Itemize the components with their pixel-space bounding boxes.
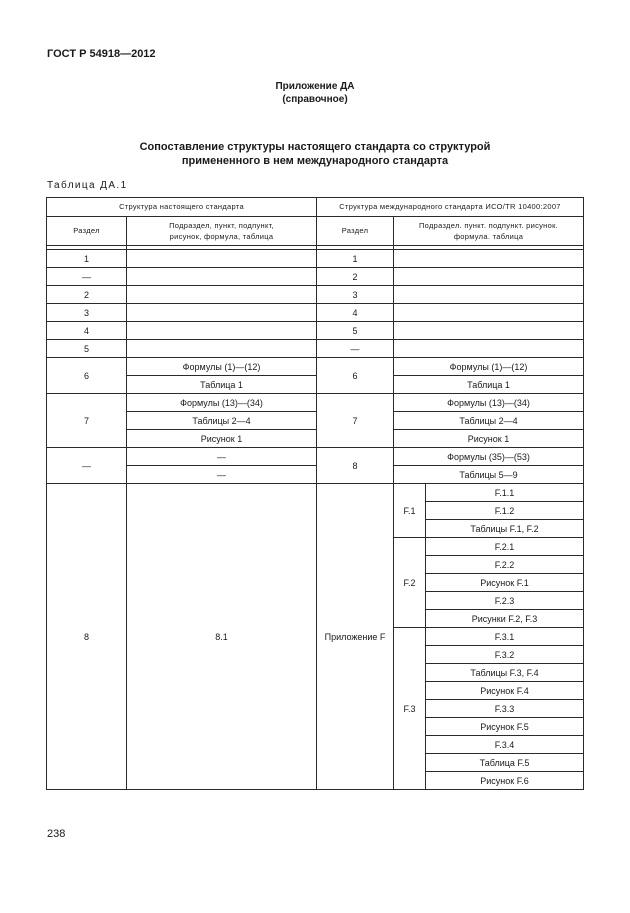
- table-row: [47, 304, 584, 322]
- table-row: [47, 340, 584, 358]
- cell-item-right: Таблица F.5: [426, 754, 584, 772]
- comparison-table: [46, 197, 584, 790]
- table-row: [47, 358, 584, 376]
- cell-empty: [394, 250, 584, 268]
- table-row: [47, 322, 584, 340]
- cell-empty: [394, 340, 584, 358]
- cell-item-left: —: [127, 466, 317, 484]
- cell-section-left: 3: [47, 304, 127, 322]
- table-row: [47, 430, 584, 448]
- col-header-section-right: Раздел: [317, 217, 394, 246]
- cell-item-right: Рисунок F.4: [426, 682, 584, 700]
- cell-item-right: F.3.4: [426, 736, 584, 754]
- cell-section-right: 4: [317, 304, 394, 322]
- cell-section-left: —: [47, 268, 127, 286]
- table-row: [47, 250, 584, 268]
- standard-header: ГОСТ Р 54918—2012: [47, 48, 156, 60]
- cell-item-right: Рисунок 1: [394, 430, 584, 448]
- table-row: [47, 286, 584, 304]
- cell-item-right: F.3.2: [426, 646, 584, 664]
- cell-item-right: Таблица 1: [394, 376, 584, 394]
- cell-section-right: 5: [317, 322, 394, 340]
- appendix-subtitle: (справочное): [282, 94, 348, 105]
- cell-item-left: Рисунок 1: [127, 430, 317, 448]
- cell-empty: [394, 268, 584, 286]
- cell-section-left: 5: [47, 340, 127, 358]
- table-label: Таблица ДА.1: [47, 180, 128, 191]
- cell-empty: [127, 304, 317, 322]
- cell-subsection-f3: F.3: [394, 628, 426, 790]
- cell-item-right: Формулы (13)—(34): [394, 394, 584, 412]
- cell-subsection-f1: F.1: [394, 484, 426, 538]
- cell-section-left: 8: [47, 484, 127, 790]
- cell-empty: [127, 340, 317, 358]
- table-row: [47, 268, 584, 286]
- cell-section-left: —: [47, 448, 127, 484]
- cell-item-right: F.3.1: [426, 628, 584, 646]
- table-row: [47, 466, 584, 484]
- cell-item-right: F.2.2: [426, 556, 584, 574]
- cell-item-right: F.1.2: [426, 502, 584, 520]
- cell-item-right: Таблицы F.3, F.4: [426, 664, 584, 682]
- cell-item-right: Формулы (35)—(53): [394, 448, 584, 466]
- table-row: [47, 484, 584, 502]
- col-header-section-left: Раздел: [47, 217, 127, 246]
- cell-item-right: F.3.3: [426, 700, 584, 718]
- cell-empty: [127, 322, 317, 340]
- column-header-row: [47, 217, 584, 246]
- cell-section-left: 2: [47, 286, 127, 304]
- cell-item-right: Рисунок F.5: [426, 718, 584, 736]
- cell-section-left: 7: [47, 394, 127, 448]
- cell-item-left: 8.1: [127, 484, 317, 790]
- cell-empty: [127, 250, 317, 268]
- cell-empty: [127, 268, 317, 286]
- cell-section-right: 6: [317, 358, 394, 394]
- cell-section-left: 4: [47, 322, 127, 340]
- cell-item-right: Таблицы 2—4: [394, 412, 584, 430]
- table-row: [47, 376, 584, 394]
- col-header-subsection-left: Подраздел, пункт, подпункт, рисунок, формула, таблица: [127, 217, 317, 246]
- cell-section-right: 1: [317, 250, 394, 268]
- cell-section-right: 8: [317, 448, 394, 484]
- cell-item-left: Формулы (13)—(34): [127, 394, 317, 412]
- cell-item-right: Формулы (1)—(12): [394, 358, 584, 376]
- cell-item-right: Рисунок F.1: [426, 574, 584, 592]
- cell-item-left: Формулы (1)—(12): [127, 358, 317, 376]
- cell-empty: [394, 286, 584, 304]
- group-header-national: Структура настоящего стандарта: [47, 198, 317, 217]
- cell-appendix-f: Приложение F: [317, 484, 394, 790]
- cell-item-right: Рисунок F.6: [426, 772, 584, 790]
- cell-item-right: F.2.1: [426, 538, 584, 556]
- table-row: [47, 412, 584, 430]
- cell-item-right: Таблицы F.1, F.2: [426, 520, 584, 538]
- cell-section-right: 3: [317, 286, 394, 304]
- cell-subsection-f2: F.2: [394, 538, 426, 628]
- document-title: [0, 140, 630, 168]
- title-line-2: примененного в нем международного стандарта: [181, 155, 449, 167]
- cell-section-left: 1: [47, 250, 127, 268]
- cell-item-right: Таблицы 5—9: [394, 466, 584, 484]
- table-row: [47, 394, 584, 412]
- appendix-heading: [0, 80, 630, 106]
- cell-empty: [127, 286, 317, 304]
- cell-item-left: Таблицы 2—4: [127, 412, 317, 430]
- cell-item-right: Рисунки F.2, F.3: [426, 610, 584, 628]
- group-header-international: Структура международного стандарта ИСО/TR 10400:2007: [317, 198, 584, 217]
- group-header-row: [47, 198, 584, 217]
- col-header-subsection-right: Подраздел. пункт. подпункт. рисунок. формула. таблица: [394, 217, 584, 246]
- cell-empty: [394, 304, 584, 322]
- cell-section-right: 7: [317, 394, 394, 448]
- title-line-1: Сопоставление структуры настоящего стандарта со структурой: [139, 141, 491, 153]
- table-row: [47, 448, 584, 466]
- cell-item-left: —: [127, 448, 317, 466]
- cell-item-left: Таблица 1: [127, 376, 317, 394]
- cell-section-right: —: [317, 340, 394, 358]
- cell-section-right: 2: [317, 268, 394, 286]
- cell-item-right: F.2.3: [426, 592, 584, 610]
- appendix-title: Приложение ДА: [275, 81, 355, 92]
- cell-section-left: 6: [47, 358, 127, 394]
- cell-item-right: F.1.1: [426, 484, 584, 502]
- cell-empty: [394, 322, 584, 340]
- page-number: 238: [47, 828, 66, 840]
